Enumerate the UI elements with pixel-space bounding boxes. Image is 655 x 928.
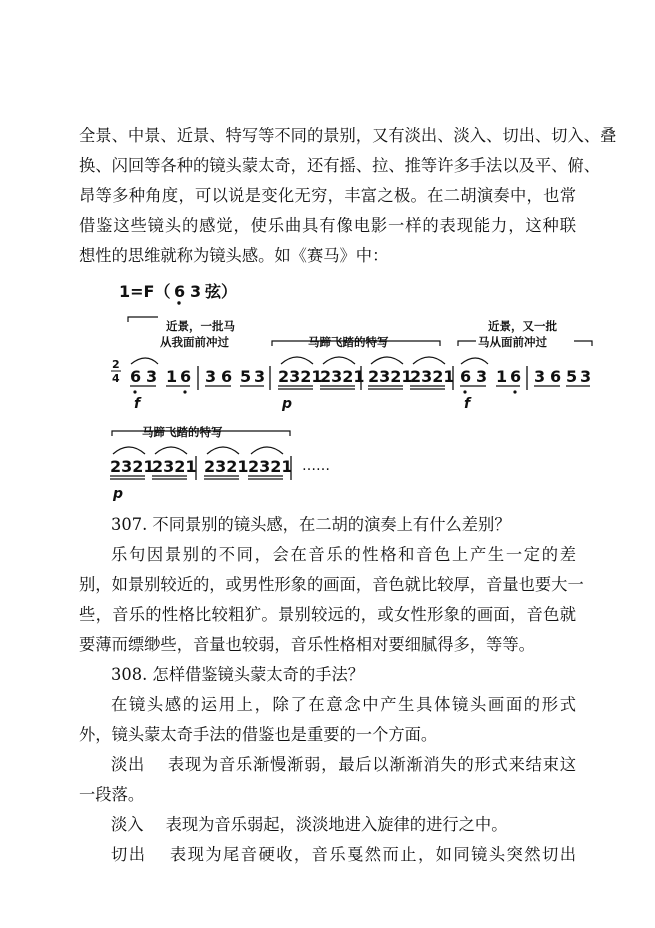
low-dot — [513, 390, 516, 393]
paragraph2-line2: 别，如景别较近的，或男性形象的画面，音色就比较厚，音量也要大一 — [79, 575, 584, 594]
note-6: 6 — [180, 367, 192, 386]
note-5: 5 — [240, 367, 252, 386]
annotation-3a: 近景，又一批 — [488, 319, 557, 333]
note-6: 6 — [460, 367, 472, 386]
note-group-2321: 2321 — [368, 367, 413, 386]
note-3: 3 — [254, 367, 266, 386]
note-1: 1 — [496, 367, 508, 386]
annotation-2: 马蹄飞踏的特写 — [308, 335, 389, 349]
note-3: 3 — [476, 367, 488, 386]
cut-out-entry — [111, 844, 576, 866]
key-note-3: 3 — [190, 282, 202, 301]
note-group-2321: 2321 — [152, 457, 197, 476]
dynamic-f: f — [134, 396, 141, 412]
low-dot — [133, 390, 136, 393]
note-6: 6 — [221, 367, 233, 386]
annotation-4: 马蹄飞踏的特写 — [142, 425, 223, 439]
key-prefix: 1=F（ — [119, 282, 171, 301]
paragraph2-line3: 些，音乐的性格比较粗犷。景别较远的，或女性形象的画面，音色就 — [79, 605, 576, 624]
paragraph1-line3: 昂等多种角度，可以说是变化无穷，丰富之极。在二胡演奏中，也常 — [79, 186, 576, 205]
slur-4 — [371, 357, 403, 364]
fade-in-entry — [111, 814, 576, 836]
annotation-1a: 近景，一批马 — [166, 319, 235, 333]
bracket-3b — [574, 341, 592, 346]
key-suffix: 弦） — [205, 282, 238, 301]
fade-out-term: 淡出 — [111, 755, 146, 774]
slur-10 — [251, 447, 283, 454]
note-5: 5 — [566, 367, 578, 386]
fade-in-term: 淡入 — [111, 815, 144, 834]
paragraph1-line1: 全景、中景、近景、特写等不同的景别，又有淡出、淡入、切出、切入、叠 — [79, 126, 617, 145]
note-6: 6 — [130, 367, 142, 386]
note-3: 3 — [534, 367, 546, 386]
note-group-2321: 2321 — [110, 457, 155, 476]
paragraph1-line5: 想性的思维就称为镜头感。如《赛马》中： — [79, 246, 389, 265]
low-dot — [463, 390, 466, 393]
paragraph3-line1: 在镜头感的运用上，除了在意念中产生具体镜头画面的形式 — [111, 695, 576, 714]
dynamic-p: p — [113, 486, 124, 502]
note-group-2321: 2321 — [248, 457, 293, 476]
dynamic-p: p — [282, 396, 293, 412]
bracket-1 — [128, 317, 158, 322]
slur-5 — [413, 357, 445, 364]
paragraph2-line4: 要薄而缥缈些，音量也较弱，音乐性格相对要细腻得多，等等。 — [79, 635, 535, 654]
note-group-2321: 2321 — [278, 367, 323, 386]
slur-2 — [281, 357, 313, 364]
cut-out-term: 切出 — [111, 845, 147, 864]
cut-out-text: 表现为尾音硬收，音乐戛然而止，如同镜头突然切出 — [168, 845, 576, 864]
note-group-2321: 2321 — [204, 457, 249, 476]
question-307: 307. 不同景别的镜头感，在二胡的演奏上有什么差别？ — [111, 515, 511, 534]
note-6: 6 — [510, 367, 522, 386]
note-6: 6 — [550, 367, 562, 386]
paragraph1-line4: 借鉴这些镜头的感觉，使乐曲具有像电影一样的表现能力，这种联 — [79, 216, 576, 235]
slur-7 — [113, 447, 145, 454]
low-dot — [183, 390, 186, 393]
paragraph1-line2: 换、闪回等各种的镜头蒙太奇，还有摇、拉、推等许多手法以及平、俯、 — [79, 156, 601, 175]
slur-6 — [461, 358, 488, 364]
note-1: 1 — [166, 367, 178, 386]
fade-out-continued: 一段落。 — [79, 785, 145, 804]
fade-out-entry — [111, 754, 576, 776]
annotation-3b: 马从面前冲过 — [478, 335, 547, 349]
time-sig-bottom: 4 — [112, 372, 120, 385]
note-group-2321: 2321 — [410, 367, 455, 386]
key-note-6: 6 — [174, 282, 186, 301]
annotation-1b: 从我面前冲过 — [160, 335, 229, 349]
paragraph3-line2: 外，镜头蒙太奇手法的借鉴也是重要的一个方面。 — [79, 725, 438, 744]
note-3: 3 — [205, 367, 217, 386]
note-group-2321: 2321 — [320, 367, 365, 386]
slur-9 — [207, 447, 239, 454]
slur-1 — [131, 358, 158, 364]
note-3: 3 — [580, 367, 592, 386]
slur-3 — [323, 357, 355, 364]
dynamic-f: f — [464, 396, 471, 412]
ellipsis: …… — [302, 458, 330, 474]
fade-in-text: 表现为音乐弱起，淡淡地进入旋律的进行之中。 — [165, 815, 508, 834]
key-low-dot — [177, 301, 180, 304]
slur-8 — [155, 447, 187, 454]
fade-out-text: 表现为音乐渐慢渐弱，最后以渐渐消失的形式来结束这 — [167, 755, 576, 774]
bracket-3a — [458, 341, 476, 346]
paragraph2-line1: 乐句因景别的不同，会在音乐的性格和音色上产生一定的差 — [111, 545, 576, 564]
time-sig-top: 2 — [112, 358, 120, 371]
question-308: 308. 怎样借鉴镜头蒙太奇的手法？ — [111, 665, 365, 684]
note-3: 3 — [146, 367, 158, 386]
